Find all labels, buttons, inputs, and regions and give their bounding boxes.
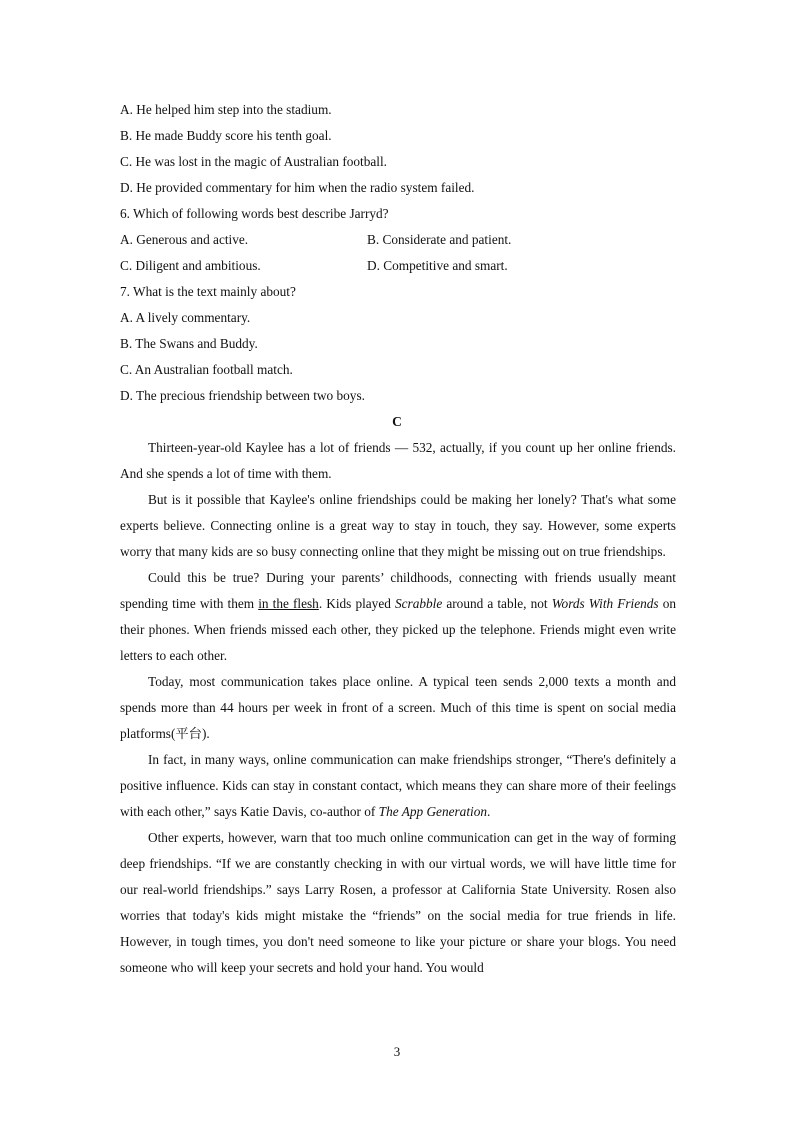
q6-option-d: D. Competitive and smart.	[367, 258, 508, 273]
q5-option-a: A. He helped him step into the stadium.	[120, 102, 332, 117]
q7-option-d: D. The precious friendship between two boys.	[120, 388, 365, 403]
q5-option-d: D. He provided commentary for him when the radio system failed.	[120, 180, 475, 195]
q7-question: 7. What is the text mainly about?	[120, 284, 296, 299]
paragraph-3-text-a: Could this be true? During your parents’ childhoods, connecting with friends usually meant spending time with them	[120, 570, 676, 611]
paragraph-1: Thirteen-year-old Kaylee has a lot of friends — 532, actually, if you count up her online friends. And she spends a lot of time with them.	[120, 440, 676, 481]
paragraph-5-text-b: .	[487, 804, 491, 819]
q5-option-b: B. He made Buddy score his tenth goal.	[120, 128, 332, 143]
underlined-phrase: in the flesh	[258, 596, 319, 611]
q7-option-c: C. An Australian football match.	[120, 362, 293, 377]
q6-option-c: C. Diligent and ambitious.	[120, 258, 261, 273]
paragraph-4: Today, most communication takes place online. A typical teen sends 2,000 texts a month and spends more than 44 hours per week in front of a screen. Much of this time is spent on social media platforms(平台).	[120, 674, 676, 741]
q6-option-b: B. Considerate and patient.	[367, 232, 512, 247]
paragraph-3	[120, 565, 676, 669]
passage-body	[120, 435, 676, 981]
q7-option-b: B. The Swans and Buddy.	[120, 336, 258, 351]
paragraph-5	[120, 747, 676, 825]
q6-option-a: A. Generous and active.	[120, 232, 249, 247]
q6-question: 6. Which of following words best describe Jarryd?	[120, 206, 389, 221]
paragraph-3-text-b: . Kids played	[318, 596, 395, 611]
game-title-words-with-friends: Words With Friends	[551, 596, 659, 611]
paragraph-6: Other experts, however, warn that too much online communication can get in the way of forming deep friendships. “If we are constantly checking in with our virtual words, we will have little time for our real-world friendships.” says Larry Rosen, a professor at California State University. Rosen also worries that today's kids might mistake the “friends” on the social media for true friends in life. However, in tough times, you don't need someone to like your picture or share your blogs. You need someone who will keep your secrets and hold your hand. You would	[120, 830, 676, 975]
paragraph-3-text-d: on their phones. When friends missed each other, they picked up the telephone. Friends might even write letters to each other.	[120, 596, 677, 663]
q7-option-a: A. A lively commentary.	[120, 310, 251, 325]
section-title: C	[392, 414, 402, 429]
page-number: 3	[393, 1044, 401, 1059]
game-title-scrabble: Scrabble	[394, 596, 443, 611]
paragraph-2: But is it possible that Kaylee's online friendships could be making her lonely? That's what some experts believe. Connecting online is a great way to stay in touch, they say. However, some experts worry that many kids are so busy connecting online that they might be missing out on true friendships.	[120, 492, 676, 559]
paragraph-3-text-c: around a table, not	[442, 596, 552, 611]
q5-option-c: C. He was lost in the magic of Australian football.	[120, 154, 387, 169]
book-title: The App Generation	[378, 804, 488, 819]
paragraph-5-text-a: In fact, in many ways, online communication can make friendships stronger, “There's definitely a positive influence. Kids can stay in constant contact, which means they can share more of their feelings with each other,” says Katie Davis, co-author of	[120, 752, 676, 819]
